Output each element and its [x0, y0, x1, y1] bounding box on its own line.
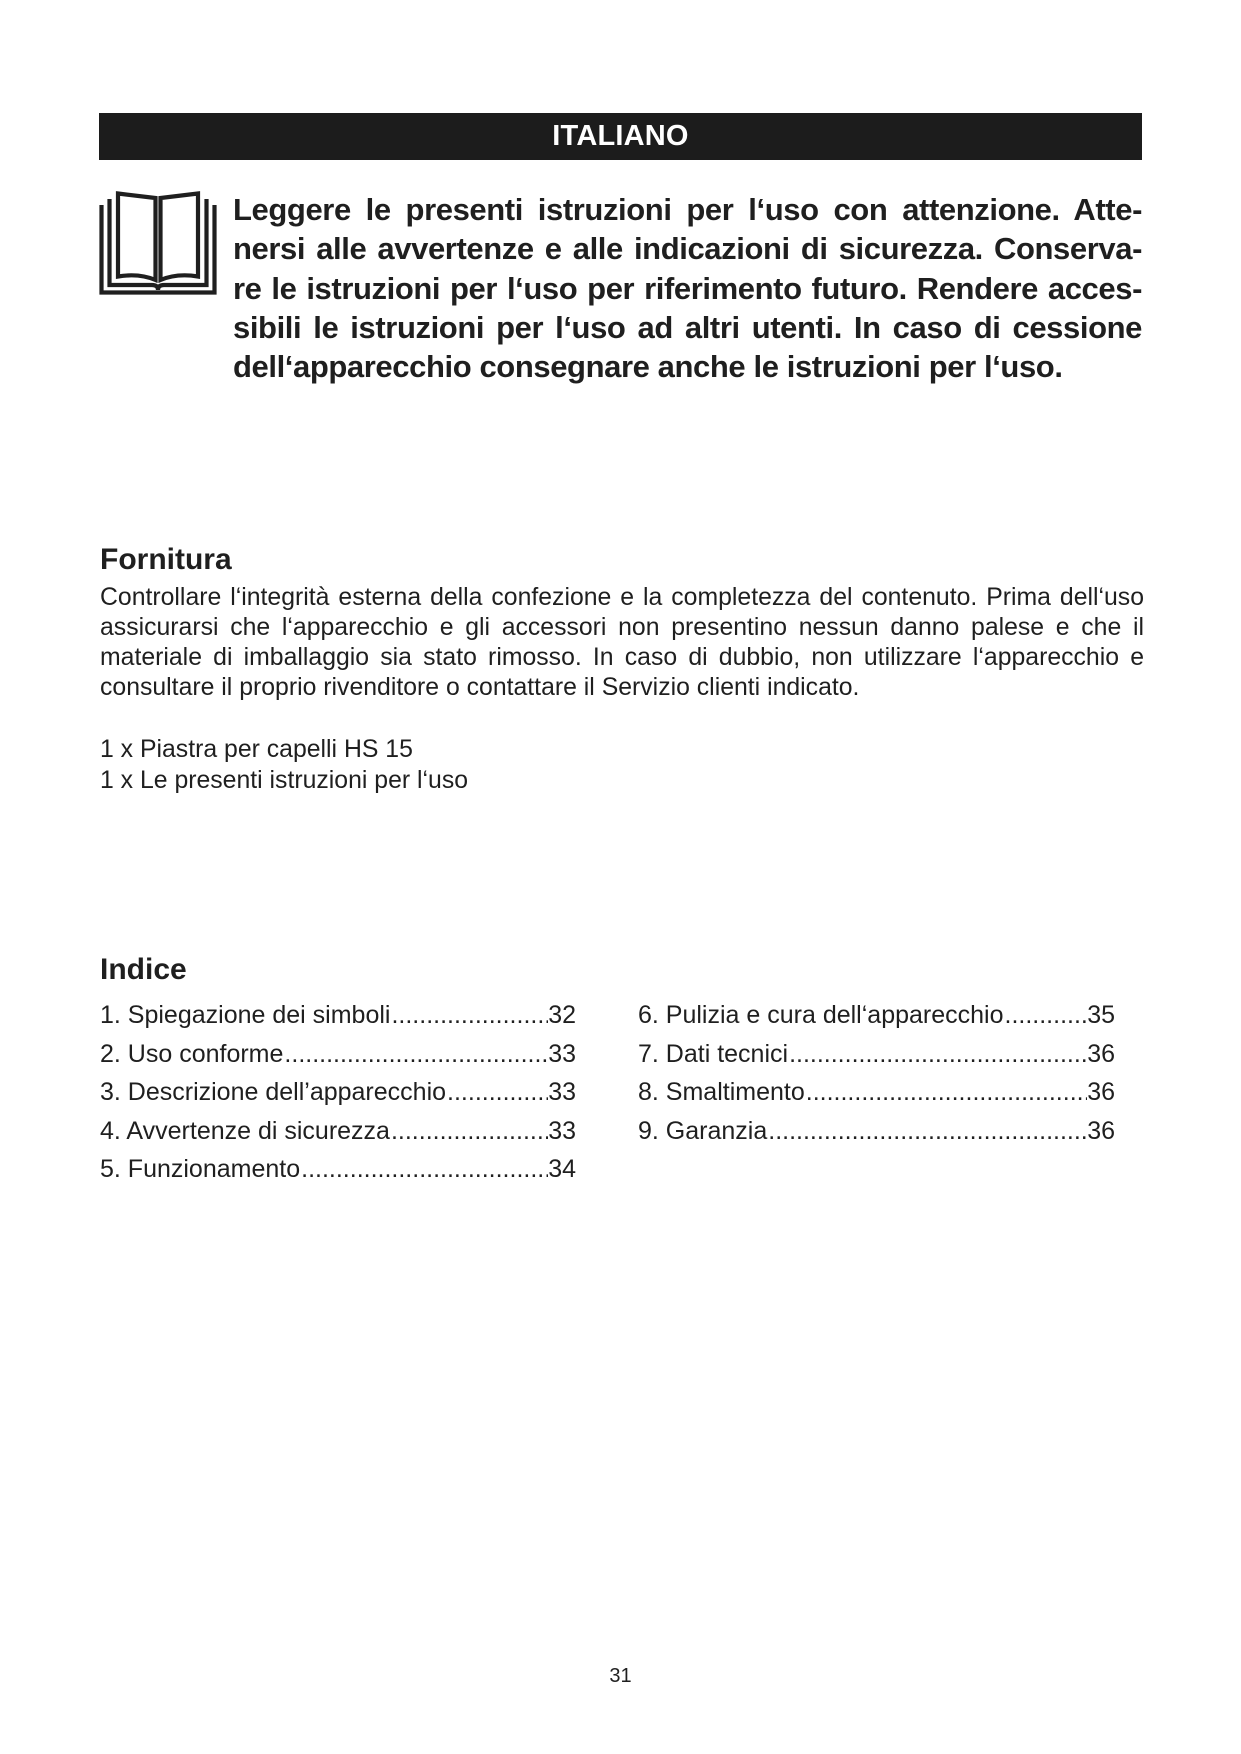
section-title-indice: Indice	[100, 953, 187, 986]
toc-entry	[100, 1150, 576, 1189]
toc-leader	[768, 1112, 1087, 1151]
toc-entry-label: 2. Uso conforme	[100, 1039, 284, 1068]
book-left-page	[118, 194, 156, 281]
toc-entry-label: 4. Avvertenze di sicurezza	[100, 1116, 390, 1145]
toc-entry-page: 36	[1087, 1039, 1115, 1068]
toc-leader	[789, 1035, 1087, 1074]
toc-entry	[100, 1035, 576, 1074]
toc-entry-page: 36	[1087, 1116, 1115, 1145]
toc-leader	[391, 996, 548, 1035]
toc-entry	[638, 1035, 1115, 1074]
toc-entry	[100, 1073, 576, 1112]
toc-leader	[301, 1150, 548, 1189]
intro-line: dell‘apparecchio consegnare anche le istruzioni per l‘uso.	[233, 349, 1063, 385]
intro-notice	[233, 190, 1142, 386]
paragraph-line: Controllare l‘integrità esterna della confezione e la completezza del contenuto. Prima dell‘uso	[100, 584, 1144, 611]
contents-list	[100, 734, 700, 797]
toc-entry	[638, 1073, 1115, 1112]
intro-line: sibili le istruzioni per l‘uso ad altri utenti. In caso di cessione	[233, 309, 1142, 345]
toc-column-right	[638, 996, 1115, 1150]
toc-entry-label: 5. Funzionamento	[100, 1155, 301, 1183]
toc-entry-page: 33	[548, 1078, 576, 1106]
toc-entry-page: 32	[548, 1001, 576, 1029]
toc-entry	[100, 996, 576, 1035]
toc-entry-page: 33	[548, 1116, 576, 1145]
toc-entry-page: 33	[548, 1039, 576, 1068]
toc-entry	[638, 1112, 1115, 1151]
contents-item: 1 x Piastra per capelli HS 15	[100, 736, 413, 763]
fornitura-paragraph	[100, 583, 1144, 703]
toc-entry-page: 36	[1087, 1078, 1115, 1106]
toc-column-left	[100, 996, 576, 1189]
toc-entry-label: 9. Garanzia	[638, 1116, 768, 1145]
intro-line: nersi alle avvertenze e alle indicazioni di sicurezza. Conserva-	[233, 231, 1142, 267]
intro-line: re le istruzioni per l‘uso per riferimento futuro. Rendere acces-	[233, 270, 1142, 306]
toc-entry-label: 8. Smaltimento	[638, 1078, 805, 1106]
toc-leader	[1005, 996, 1088, 1035]
toc-leader	[447, 1073, 548, 1112]
intro-line: Leggere le presenti istruzioni per l‘uso con attenzione. Atte-	[233, 192, 1142, 227]
toc-entry-label: 3. Descrizione dell’apparecchio	[100, 1078, 447, 1106]
book-icon	[99, 191, 217, 295]
toc-entry	[638, 996, 1115, 1035]
toc-entry-label: 1. Spiegazione dei simboli	[100, 1001, 391, 1029]
toc-leader	[806, 1073, 1087, 1112]
book-right-page	[161, 194, 199, 281]
toc-entry-label: 7. Dati tecnici	[638, 1039, 789, 1068]
contents-item: 1 x Le presenti istruzioni per l‘uso	[100, 767, 469, 795]
toc-leader	[284, 1035, 548, 1074]
section-title-fornitura: Fornitura	[100, 543, 232, 576]
toc-leader	[391, 1112, 548, 1151]
page-number: 31	[609, 1665, 632, 1687]
toc-entry	[100, 1112, 576, 1151]
language-title: ITALIANO	[552, 120, 689, 152]
language-header-bar	[99, 113, 1142, 160]
toc-entry-label: 6. Pulizia e cura dell‘apparecchio	[638, 1001, 1004, 1029]
toc-entry-page: 34	[548, 1155, 576, 1183]
toc-entry-page: 35	[1087, 1001, 1115, 1029]
paragraph-line: assicurarsi che l‘apparecchio e gli accessori non presentino nessun danno palese e che il	[100, 614, 1144, 641]
paragraph-line: consultare il proprio rivenditore o contattare il Servizio clienti indicato.	[100, 674, 860, 701]
paragraph-line: materiale di imballaggio sia stato rimosso. In caso di dubbio, non utilizzare l‘apparecchio e	[100, 644, 1144, 671]
